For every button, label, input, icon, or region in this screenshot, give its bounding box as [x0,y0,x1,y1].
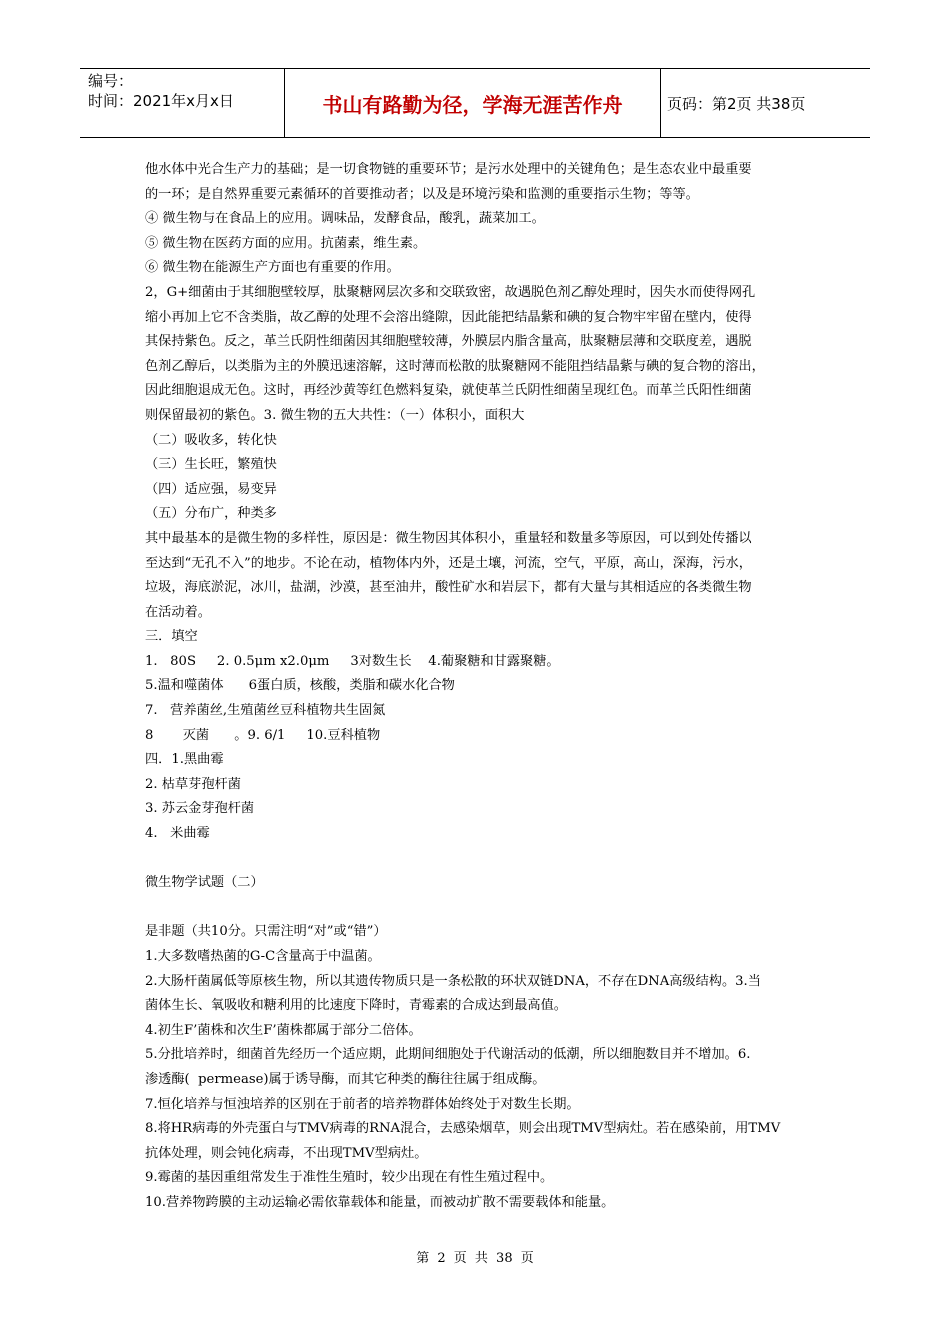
header-number-label: 编号： [88,72,134,90]
text-line: 在活动着。 [145,604,211,620]
header-page-label: 页码：第2页 共38页 [667,94,806,113]
text-line: 2.大肠杆菌属低等原核生物，所以其遗传物质只是一条松散的环状双链DNA，不存在DNA高级结构。3.当 [145,973,761,989]
text-line: 则保留最初的紫色。3. 微生物的五大共性：（一）体积小，面积大 [145,407,525,423]
text-line: ⑤ 微生物在医药方面的应用。抗菌素，维生素。 [145,235,427,251]
text-line: 8.将HR病毒的外壳蛋白与TMV病毒的RNA混合，去感染烟草，则会出现TMV型病灶。若在感染前，用TMV [145,1121,781,1137]
text-line: 7.恒化培养与恒浊培养的区别在于前者的培养物群体始终处于对数生长期。 [145,1096,580,1112]
header-date-label: 时间：2021年x月x日 [88,92,234,110]
text-line: 7. 营养菌丝,生殖菌丝豆科植物共生固氮 [145,703,386,719]
header-motto: 书山有路勤为径，学海无涯苦作舟 [284,69,661,137]
text-line: 8 灭菌 。9. 6/1 10.豆科植物 [145,727,381,743]
text-line: 是非题（共10分。只需注明“对”或“错”） [145,924,387,940]
text-line: 微生物学试题（二） [145,875,264,891]
text-line: 垃圾，海底淤泥，冰川，盐湖，沙漠，甚至油井，酸性矿水和岩层下，都有大量与其相适应的各类微生物 [145,580,752,596]
text-line: 的一环；是自然界重要元素循环的首要推动者；以及是环境污染和监测的重要指示生物；等等。 [145,186,699,202]
text-line: 其保持紫色。反之，革兰氏阴性细菌因其细胞壁较薄，外膜层内脂含量高，肽聚糖层薄和交联度差，遇脱 [145,334,752,350]
text-line: 菌体生长、氧吸收和糖利用的比速度下降时，青霉素的合成达到最高值。 [145,998,567,1014]
text-line: ④ 微生物与在食品上的应用。调味品，发酵食品，酸乳，蔬菜加工。 [145,211,545,227]
text-line: 缩小再加上它不含类脂，故乙醇的处理不会溶出缝隙，因此能把结晶紫和碘的复合物牢牢留在壁内，使得 [145,309,752,325]
blank-line [145,847,813,872]
text-line: 至达到“无孔不入”的地步。不论在动，植物体内外，还是土壤，河流，空气，平原，高山，深海，污水， [145,555,752,571]
text-line: 1. 80S 2. 0.5μm x2.0μm 3对数生长 4.葡聚糖和甘露聚糖。 [145,653,560,669]
text-line: （三）生长旺，繁殖快 [145,457,277,473]
text-line: 色剂乙醇后，以类脂为主的外膜迅速溶解，这时薄而松散的肽聚糖网不能阻挡结晶紫与碘的复合物的溶出， [145,358,765,374]
text-line: 其中最基本的是微生物的多样性，原因是：微生物因其体积小，重量轻和数量多等原因，可以到处传播以 [145,530,752,546]
text-line: 5.温和噬菌体 6蛋白质，核酸，类脂和碳水化合物 [145,678,455,694]
text-line: 他水体中光合生产力的基础；是一切食物链的重要环节；是污水处理中的关键角色；是生态农业中最重要 [145,162,752,177]
header-meta [80,69,284,137]
text-line: 9.霉菌的基因重组常发生于准性生殖时，较少出现在有性生殖过程中。 [145,1170,554,1186]
text-line: 3. 苏云金芽孢杆菌 [145,801,255,817]
text-line: 10.营养物跨膜的主动运输必需依靠载体和能量，而被动扩散不需要载体和能量。 [145,1194,615,1210]
text-line: 1.大多数嗜热菌的G-C含量高于中温菌。 [145,949,381,964]
text-line: 抗体处理，则会钝化病毒，不出现TMV型病灶。 [145,1145,428,1161]
blank-line [145,896,813,921]
page-footer: 第 2 页 共 38 页 [416,1251,534,1266]
text-line: （二）吸收多，转化快 [145,432,277,448]
text-line: （四）适应强，易变异 [145,481,277,497]
text-line: 2. 枯草芽孢杆菌 [145,776,241,792]
text-line: （五）分布广，种类多 [145,506,277,522]
document-body [145,158,813,1216]
text-line: 四．1.黑曲霉 [145,752,224,768]
text-line: 渗透酶( permease)属于诱导酶，而其它种类的酶往往属于组成酶。 [145,1071,546,1087]
page-header [80,68,870,138]
text-line: 4.初生F’菌株和次生F’菌株都属于部分二倍体。 [145,1022,422,1038]
text-line: 4. 米曲霉 [145,826,210,842]
text-line: 三．填空 [145,629,198,645]
text-line: 因此细胞退成无色。这时，再经沙黄等红色燃料复染，就使革兰氏阴性细菌呈现红色。而革兰氏阳性细菌 [145,383,752,399]
text-line: 2，G+细菌由于其细胞壁较厚，肽聚糖网层次多和交联致密，故遇脱色剂乙醇处理时，因失水而使得网孔 [145,284,756,300]
text-line: ⑥ 微生物在能源生产方面也有重要的作用。 [145,260,400,276]
text-line: 5.分批培养时，细菌首先经历一个适应期，此期间细胞处于代谢活动的低潮，所以细胞数目并不增加。6. [145,1047,751,1063]
